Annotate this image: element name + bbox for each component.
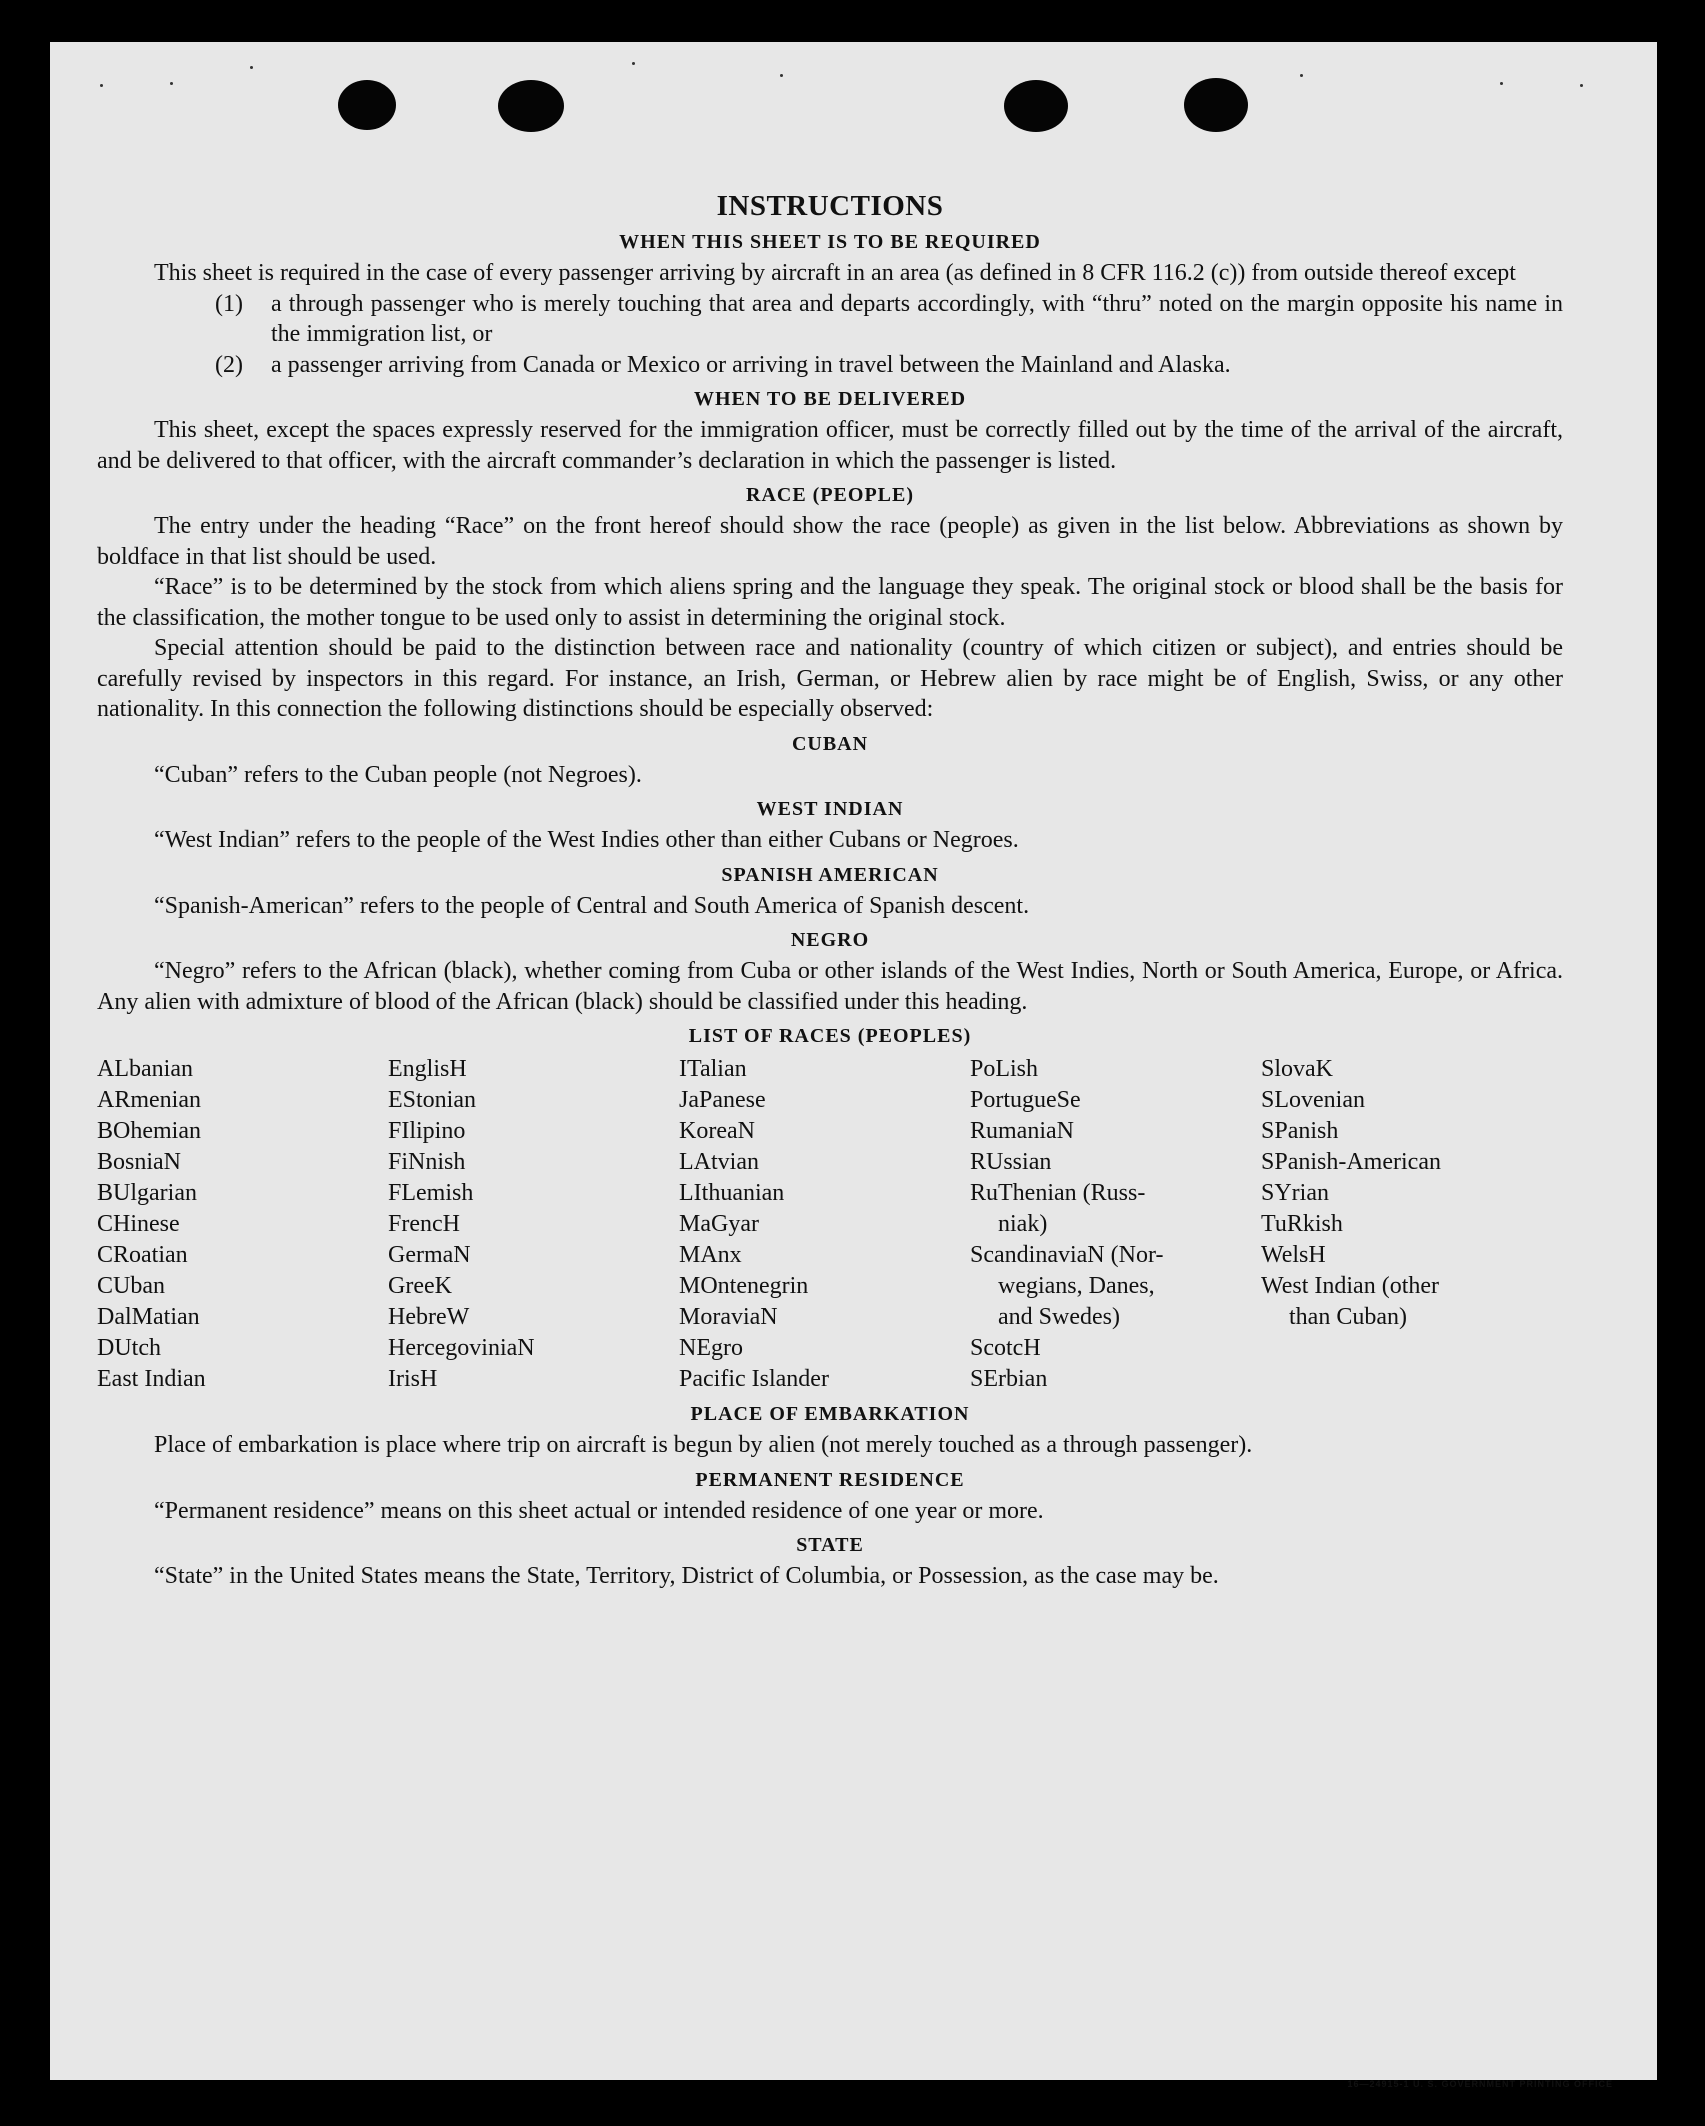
race-entry: FIlipino [388,1118,466,1144]
paragraph: Special attention should be paid to the distinction between race and nationality (country of which citizen or subject), and entries should be carefully revised by inspectors in this regard. For instance, an Irish, German, or Hebrew alien by race might be of English, Swiss, or any other nationality. In this connection the following distinctions should be especially observed: [97,635,1563,722]
race-entry: ITalian [679,1056,747,1082]
race-entry: MAnx [679,1242,742,1268]
paragraph: This sheet is required in the case of every passenger arriving by aircraft in an area (as defined in 8 CFR 116.2 (c)) from outside thereof except [154,260,1516,286]
race-entry: Pacific Islander [679,1366,829,1392]
race-entry: JaPanese [679,1087,766,1113]
race-entry: WelsH [1261,1242,1326,1268]
race-entry: SPanish [1261,1118,1339,1144]
race-entry: ScandinaviaN (Nor- [970,1242,1164,1268]
document-sheet [50,42,1657,2089]
race-entry: FLemish [388,1180,474,1206]
race-entry: HercegoviniaN [388,1335,535,1361]
section-heading: PLACE OF EMBARKATION [690,1403,970,1425]
section-heading: RACE (PEOPLE) [746,484,914,506]
race-entry: EStonian [388,1087,476,1113]
race-entry: GermaN [388,1242,471,1268]
printer-imprint: 16—24915-1 U. S. GOVERNMENT PRINTING OFFICE [1347,2079,1613,2089]
section-heading: WEST INDIAN [756,798,904,820]
race-entry: ALbanian [97,1056,193,1082]
page-title: INSTRUCTIONS [716,190,944,222]
punch-hole [498,80,564,132]
section-heading: WHEN THIS SHEET IS TO BE REQUIRED [619,231,1041,253]
race-entry: MOntenegrin [679,1273,809,1299]
section-heading: NEGRO [790,929,870,951]
section-heading: STATE [796,1534,864,1556]
paragraph: “Permanent residence” means on this sheet actual or intended residence of one year or more. [154,1497,1044,1524]
section-heading: CUBAN [791,732,869,755]
race-entry: SErbian [970,1366,1048,1392]
section-heading: LIST OF RACES (PEOPLES) [688,1025,972,1047]
race-entry: SlovaK [1261,1056,1333,1082]
race-entry: and Swedes) [998,1304,1120,1330]
instructions-content [97,190,1563,1592]
race-entry: BosniaN [97,1149,181,1175]
race-entry: BUlgarian [97,1180,197,1206]
section-heading: WHEN TO BE DELIVERED [693,388,967,410]
paragraph: The entry under the heading “Race” on the front hereof should show the race (people) as given in the list below. Abbreviations as shown by boldface in that list should be used. [97,513,1563,570]
race-entry: DUtch [97,1335,161,1361]
race-entry: FiNnish [388,1149,466,1175]
race-entry: BOhemian [97,1118,201,1144]
list-item: (2) a passenger arriving from Canada or Mexico or arriving in travel between the Mainland and Alaska. [215,351,1231,378]
race-entry: MoraviaN [679,1304,778,1330]
race-entry: RumaniaN [970,1118,1074,1144]
race-entry: FrencH [388,1211,460,1237]
race-entry: RUssian [970,1149,1052,1175]
punch-hole [1184,78,1248,132]
race-entry: SYrian [1261,1180,1329,1206]
race-entry: GreeK [388,1273,452,1299]
punch-hole [338,80,396,130]
race-column [970,1054,1261,1395]
race-entry: than Cuban) [1289,1304,1407,1330]
race-entry: LIthuanian [679,1180,785,1206]
paragraph: “State” in the United States means the State, Territory, District of Columbia, or Possession, as the case may be. [154,1563,1219,1589]
race-column [1261,1054,1552,1395]
race-entry: SLovenian [1261,1087,1365,1113]
race-entry: niak) [998,1211,1048,1237]
race-entry: CUban [97,1273,165,1299]
paragraph: Place of embarkation is place where trip on aircraft is begun by alien (not merely touched as a through passenger). [154,1432,1253,1458]
section-heading: SPANISH AMERICAN [721,863,939,886]
section-heading: PERMANENT RESIDENCE [695,1468,965,1491]
race-entry: DalMatian [97,1304,200,1330]
race-entry: MaGyar [679,1211,759,1237]
race-entry: KoreaN [679,1118,755,1144]
race-entry: PoLish [970,1056,1039,1082]
race-entry: TuRkish [1261,1211,1343,1237]
paragraph: “Cuban” refers to the Cuban people (not Negroes). [154,761,642,788]
race-entry: IrisH [388,1366,438,1392]
paragraph: “Negro” refers to the African (black), whether coming from Cuba or other islands of the West Indies, North or South America, Europe, or Africa. Any alien with admixture of blood of the African (black) should be classified under this heading. [97,958,1563,1015]
list-item: (1) a through passenger who is merely touching that area and departs accordingly, with “thru” noted on the margin opposite his name in the immigration list, or [215,290,1563,347]
race-entry: EnglisH [388,1056,467,1082]
race-entry: wegians, Danes, [998,1273,1155,1299]
race-entry: SPanish-American [1261,1149,1441,1175]
paragraph: “West Indian” refers to the people of the West Indies other than either Cubans or Negroes. [154,827,1019,853]
race-entry: PortugueSe [970,1087,1081,1113]
race-entry: CRoatian [97,1242,188,1268]
punch-hole [1004,80,1068,132]
race-list [97,1054,1563,1395]
paragraph: This sheet, except the spaces expressly reserved for the immigration officer, must be correctly filled out by the time of the arrival of the aircraft, and be delivered to that officer, with the aircraft commander’s declaration in which the passenger is listed. [97,417,1563,474]
race-entry: NEgro [679,1335,743,1361]
paragraph: “Race” is to be determined by the stock from which aliens spring and the language they speak. The original stock or blood shall be the basis for the classification, the mother tongue to be used only to assist in determining the original stock. [97,574,1563,631]
race-column [679,1054,970,1395]
race-column [97,1054,388,1395]
race-column [388,1054,679,1395]
race-entry: LAtvian [679,1149,759,1175]
race-entry: ScotcH [970,1335,1041,1361]
paragraph: “Spanish-American” refers to the people of Central and South America of Spanish descent. [154,892,1030,919]
race-entry: ARmenian [97,1087,201,1113]
race-entry: East Indian [97,1366,206,1392]
race-entry: RuThenian (Russ- [970,1180,1146,1206]
race-entry: HebreW [388,1304,470,1330]
race-entry: CHinese [97,1211,180,1237]
race-entry: West Indian (other [1261,1273,1440,1299]
